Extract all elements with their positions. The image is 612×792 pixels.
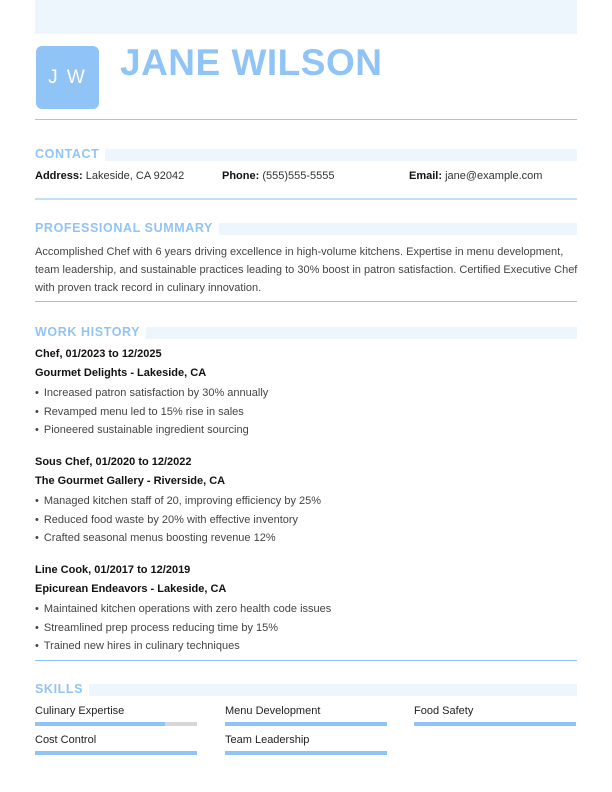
label: Phone: (222, 170, 260, 182)
work-heading (35, 326, 577, 339)
candidate-name: JANE WILSON (120, 42, 383, 83)
section-title: PROFESSIONAL SUMMARY (35, 222, 219, 235)
skill-level-fill (225, 751, 387, 755)
summary-line: with proven track record in culinary innovation. (35, 282, 262, 294)
summary-text (35, 243, 580, 297)
divider (35, 660, 577, 661)
skill-name: Menu Development (225, 705, 321, 717)
job-company: Epicurean Endeavors - Lakeside, CA (35, 583, 227, 595)
skill-level-fill (35, 722, 165, 726)
divider (35, 198, 577, 200)
contact-address (35, 170, 184, 182)
job-bullet: • Reduced food waste by 20% with effective inventory (35, 514, 298, 526)
label: Email: (409, 170, 443, 182)
job-title: Sous Chef, 01/2020 to 12/2022 (35, 456, 192, 468)
monogram-avatar: J W (36, 46, 99, 109)
skills-heading (35, 683, 577, 696)
skill-name: Food Safety (414, 705, 474, 717)
job-bullet: • Maintained kitchen operations with zero health code issues (35, 603, 331, 615)
label: Address: (35, 170, 83, 182)
job-company: The Gourmet Gallery - Riverside, CA (35, 475, 226, 487)
job-bullet: • Streamlined prep process reducing time by 15% (35, 622, 278, 634)
skill-level-fill (225, 722, 387, 726)
job-company: Gourmet Delights - Lakeside, CA (35, 367, 207, 379)
job-bullet: • Trained new hires in culinary techniques (35, 640, 240, 652)
value: (555)555-5555 (262, 170, 335, 182)
contact-email (409, 170, 542, 182)
skill-level-bar (414, 722, 576, 726)
divider (35, 301, 577, 302)
header-band (35, 0, 577, 34)
job-bullet: • Crafted seasonal menus boosting revenue 12% (35, 532, 276, 544)
section-title: CONTACT (35, 148, 105, 161)
job-bullet: • Increased patron satisfaction by 30% annually (35, 387, 268, 399)
skill-name: Team Leadership (225, 734, 310, 746)
section-title: SKILLS (35, 683, 89, 696)
divider (35, 119, 577, 120)
skill-level-bar (35, 722, 197, 726)
contact-heading (35, 148, 577, 161)
contact-phone (222, 170, 335, 182)
section-title: WORK HISTORY (35, 326, 146, 339)
skill-level-bar (225, 722, 387, 726)
value: jane@example.com (445, 170, 543, 182)
skill-name: Cost Control (35, 734, 97, 746)
job-bullet: • Revamped menu led to 15% rise in sales (35, 406, 244, 418)
skill-level-fill (35, 751, 197, 755)
skill-name: Culinary Expertise (35, 705, 125, 717)
job-bullet: • Managed kitchen staff of 20, improving efficiency by 25% (35, 495, 321, 507)
skill-level-bar (225, 751, 387, 755)
job-bullet: • Pioneered sustainable ingredient sourcing (35, 424, 249, 436)
job-title: Chef, 01/2023 to 12/2025 (35, 348, 162, 360)
summary-line: team leadership, and sustainable practices leading to 30% boost in patron satisfaction. Certified Executive Chef (35, 264, 578, 276)
summary-line: Accomplished Chef with 6 years driving excellence in high-volume kitchens. Expertise in menu development, (35, 246, 564, 258)
summary-heading (35, 222, 577, 235)
job-title: Line Cook, 01/2017 to 12/2019 (35, 564, 191, 576)
skill-level-fill (414, 722, 576, 726)
value: Lakeside, CA 92042 (85, 170, 185, 182)
skill-level-bar (35, 751, 197, 755)
